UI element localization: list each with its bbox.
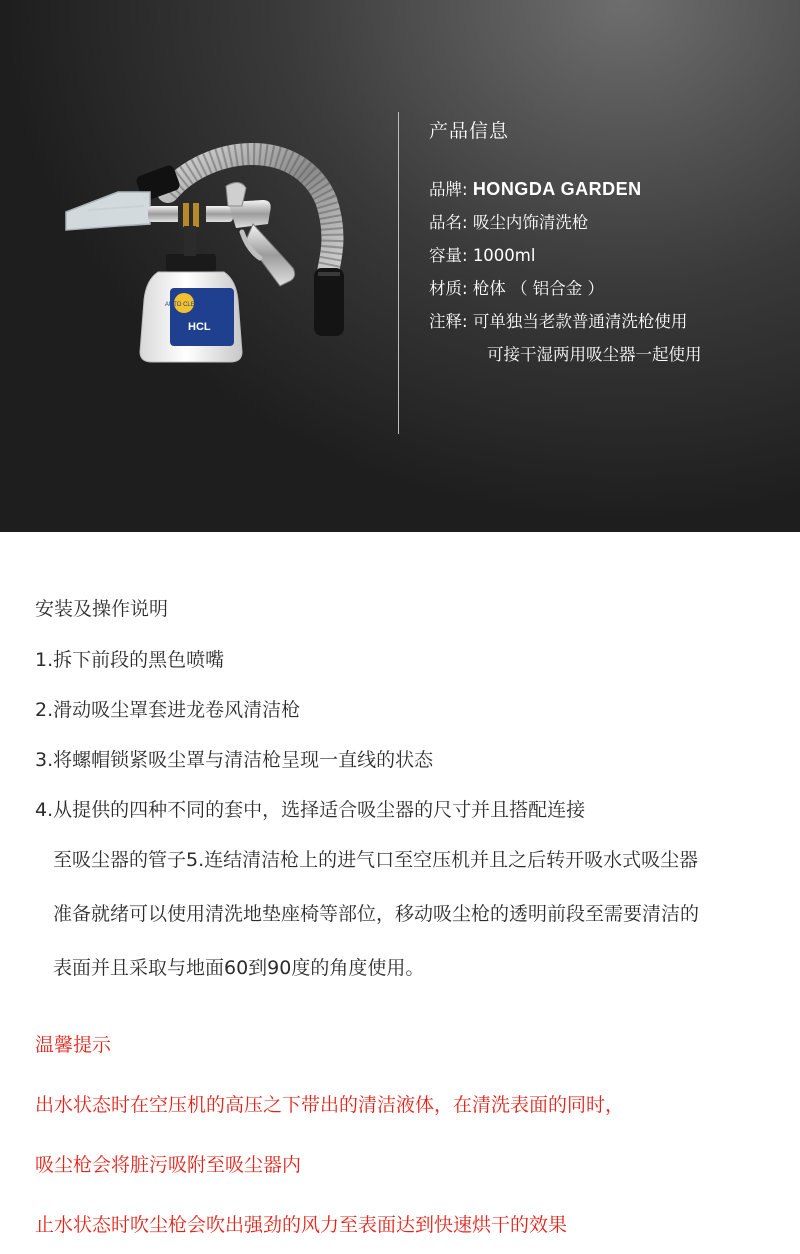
info-row-brand [429,173,702,206]
instructions-section [35,594,795,1007]
instruction-step: 3.将螺帽锁紧吸尘罩与清洁枪呈现一直线的状态 [35,749,434,771]
info-row-capacity [429,239,702,272]
instruction-step: 1.拆下前段的黑色喷嘴 [35,649,225,671]
tip-line: 止水状态时吹尘枪会吹出强劲的风力至表面达到快速烘干的效果 [35,1214,568,1236]
tips-heading: 温馨提示 [35,1034,112,1056]
product-info [429,116,702,371]
product-banner [0,0,800,532]
brand-label: 品牌: [429,180,468,199]
instruction-continuation: 准备就绪可以使用清洗地垫座椅等部位，移动吸尘枪的透明前段至需要清洁的 [53,903,700,925]
badge-text: AUTO CLEAN [164,302,204,308]
info-row-name [429,206,702,239]
tip-line: 出水状态时在空压机的高压之下带出的清洁液体，在清洗表面的同时， [35,1094,625,1116]
info-row-note [429,305,702,338]
name-value: 吸尘内饰清洗枪 [472,213,589,232]
instruction-continuation: 至吸尘器的管子5.连结清洁枪上的进气口至空压机并且之后转开吸水式吸尘器 [53,849,699,871]
material-value: 枪体 （ 铝合金 ） [472,279,605,298]
product-info-title: 产品信息 [429,120,510,142]
tips-section [35,1030,795,1254]
instruction-step: 4.从提供的四种不同的套中，选择适合吸尘器的尺寸并且搭配连接 [35,799,586,821]
note-label: 注释: [429,312,468,331]
capacity-label: 容量: [429,246,468,265]
name-label: 品名: [429,213,468,232]
product-image [58,140,378,365]
note-value: 可单独当老款普通清洗枪使用 [472,312,688,331]
instruction-step: 2.滑动吸尘罩套进龙卷风清洁枪 [35,699,301,721]
capacity-value: 1000ml [472,246,536,265]
info-row-material [429,272,702,305]
note-value-line2: 可接干湿两用吸尘器一起使用 [487,345,702,364]
tip-line: 吸尘枪会将脏污吸附至吸尘器内 [35,1154,302,1176]
logo-text: HCL [188,321,211,333]
brand-value: HONGDA GARDEN [472,179,642,199]
material-label: 材质: [429,279,468,298]
banner-divider [398,112,399,434]
instruction-continuation: 表面并且采取与地面60到90度的角度使用。 [53,957,425,979]
instructions-heading: 安装及操作说明 [35,598,169,620]
